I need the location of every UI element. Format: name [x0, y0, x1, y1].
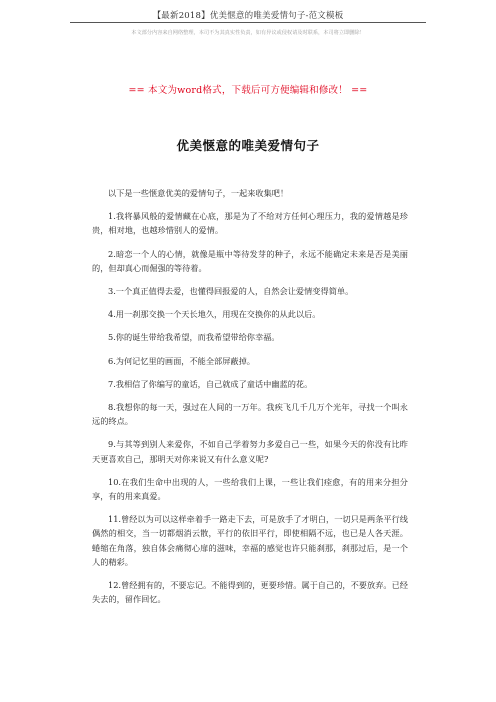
quote-paragraph-7: 7.我相信了你编写的童话，自己就成了童话中幽蓝的花。: [108, 378, 313, 389]
quote-paragraph-6: 6.为何记忆里的画面，不能全部屏蔽掉。: [108, 355, 255, 366]
header-divider: [70, 22, 426, 23]
quote-paragraph-11: 11.曾经以为可以这样牵着手一路走下去，可是放手了才明白，一切只是两条平行线偶然的相交，当一切都烟消云散，平行的依旧平行，即使相隔不远，也已是人各天涯。 蜷缩在角落，独自体会痛彻心扉的滋味，幸福的感觉也许只能刹那，刹那过后，是一个人的精彩。: [92, 514, 408, 567]
running-header: 【最新2018】优美惬意的唯美爱情句子-范文模板: [152, 11, 344, 21]
quote-paragraph-12: 12.曾经拥有的，不要忘记。不能得到的，更要珍惜。属于自己的，不要放弃。已经失去的，留作回忆。: [92, 580, 408, 605]
quote-paragraph-1: 1.我将暴风般的爱情藏在心底，那是为了不给对方任何心理压力，我的爱情越是珍贵，相对地，也越珍惜别人的爱情。: [92, 211, 408, 236]
quote-paragraph-4: 4.用一刹那交换一个天长地久，用现在交换你的从此以后。: [108, 309, 321, 320]
intro-paragraph: 以下是一些惬意优美的爱情句子，一起来收集吧！: [108, 188, 289, 198]
document-title: 优美惬意的唯美爱情句子: [176, 138, 320, 153]
quote-paragraph-5: 5.你的诞生带给我希望，而我希望带给你幸福。: [108, 332, 280, 343]
quote-paragraph-8: 8.我想你的每一天，强过在人间的一万年。我疾飞几千几万个光年，寻找一个叫永远的终点。: [92, 402, 408, 427]
format-notice: == 本文为word格式，下载后可方便编辑和修改！ ==: [128, 85, 368, 96]
quote-paragraph-2: 2.暗恋一个人的心情，就像是瓶中等待发芽的种子，永远不能确定未来是否是美丽的，但却真心而倔强的等待着。: [92, 248, 408, 273]
quote-paragraph-9: 9.与其等到别人来爱你，不如自己学着努力多爱自己一些，如果今天的你没有比昨天更喜欢自己，那明天对你来说又有什么意义呢?: [92, 439, 408, 464]
disclaimer-text: 本文部分内容来自网络整理，本司不为其真实性负责，如有异议或侵权请及时联系，本司将立即删除！: [131, 30, 365, 36]
quote-paragraph-10: 10.在我们生命中出现的人，一些给我们上课，一些让我们痊愈，有的用来分担分享，有的用来真爱。: [92, 476, 408, 502]
quote-paragraph-3: 3.一个真正值得去爱，也懂得回报爱的人，自然会让爱情变得简单。: [108, 286, 354, 297]
document-body: [92, 186, 408, 615]
